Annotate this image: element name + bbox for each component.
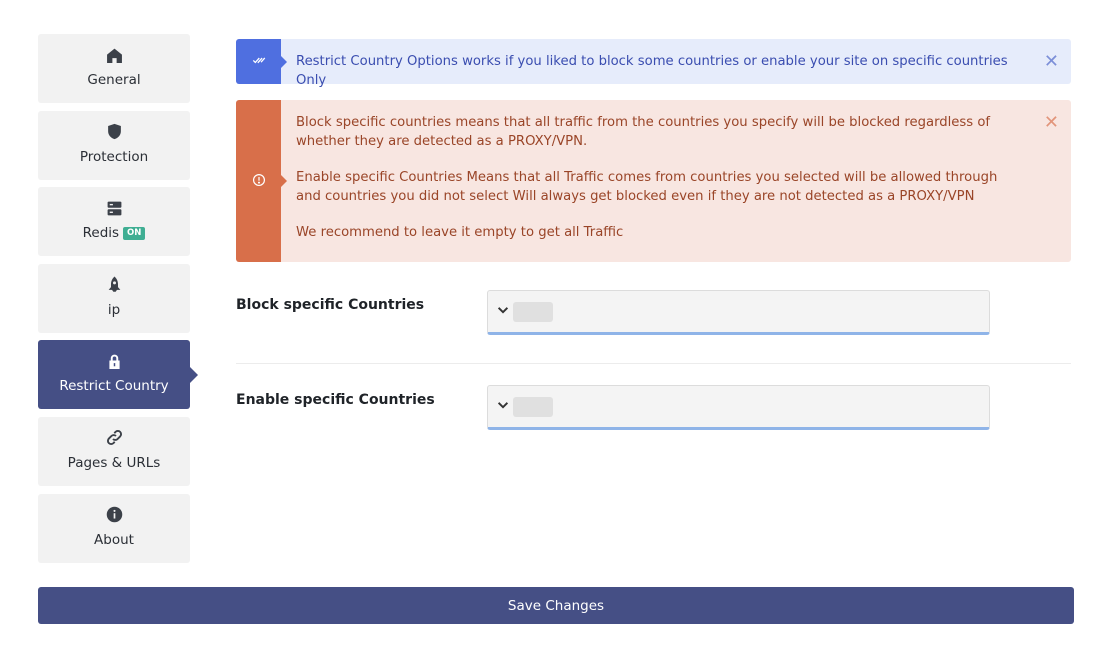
main-content xyxy=(236,39,1071,459)
sidebar-item-label: ip xyxy=(107,301,121,318)
sidebar-item-label-text: Redis xyxy=(82,225,120,242)
block-countries-select[interactable] xyxy=(487,290,990,335)
close-icon[interactable]: ✕ xyxy=(1043,51,1059,72)
sidebar-item-general[interactable] xyxy=(38,34,190,103)
sidebar-item-label: Pages & URLs xyxy=(67,454,161,471)
sidebar-item-label: General xyxy=(87,72,141,88)
sidebar-item-redis[interactable] xyxy=(38,187,190,256)
info-notice-text: Restrict Country Options works if you liked to block some countries or enable your site on specific countries Only xyxy=(281,39,1071,84)
warning-paragraph-recommend: We recommend to leave it empty to get all Traffic xyxy=(296,225,624,240)
status-badge: ON xyxy=(123,227,145,240)
info-icon xyxy=(105,506,123,524)
sidebar-item-ip[interactable] xyxy=(38,264,190,333)
sidebar-item-pages-urls[interactable] xyxy=(38,417,190,486)
link-icon xyxy=(105,429,123,447)
sidebar-item-restrict-country[interactable] xyxy=(38,340,190,409)
warning-notice xyxy=(236,100,1071,262)
alert-circle-icon xyxy=(252,172,266,191)
save-button[interactable]: Save Changes xyxy=(38,587,1074,624)
sidebar-item-label: Restrict Country xyxy=(59,378,169,395)
sidebar-item-protection[interactable] xyxy=(38,111,190,180)
warning-notice-body xyxy=(281,100,1071,262)
chevron-down-icon xyxy=(496,302,510,321)
shield-icon xyxy=(105,123,123,141)
sidebar-item-about[interactable] xyxy=(38,494,190,563)
info-notice xyxy=(236,39,1071,88)
sidebar-item-label xyxy=(83,225,146,241)
select-placeholder-chip xyxy=(513,397,553,417)
info-notice-strip xyxy=(236,39,281,84)
sidebar-item-label: About xyxy=(94,531,134,548)
settings-sidebar xyxy=(38,34,190,570)
enable-countries-row xyxy=(236,364,1071,459)
double-check-icon xyxy=(252,52,266,71)
block-countries-label: Block specific Countries xyxy=(236,297,425,313)
select-placeholder-chip xyxy=(513,302,553,322)
close-icon[interactable]: ✕ xyxy=(1043,112,1059,133)
warning-notice-strip xyxy=(236,100,281,262)
block-countries-row xyxy=(236,278,1071,364)
warning-paragraph-block: Block specific countries means that all traffic from the countries you specify will be blocked regardless of whether they are detected as a PROXY/VPN. xyxy=(296,115,991,149)
chevron-down-icon xyxy=(496,397,510,416)
enable-countries-select[interactable] xyxy=(487,385,990,430)
rocket-icon xyxy=(105,276,123,294)
server-icon xyxy=(105,199,123,217)
lock-icon xyxy=(105,352,123,370)
warning-paragraph-enable: Enable specific Countries Means that all Traffic comes from countries you selected will be allowed through and countries you did not select Will always get blocked even if they are not detected as a PROXY/VPN xyxy=(296,170,998,204)
sidebar-item-label: Protection xyxy=(79,148,149,165)
home-icon xyxy=(105,46,123,64)
enable-countries-label: Enable specific Countries xyxy=(236,392,435,408)
